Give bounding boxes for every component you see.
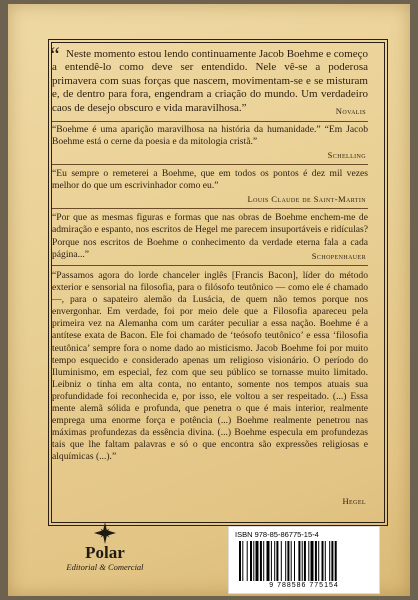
barcode-bar xyxy=(329,541,330,581)
barcode-bar xyxy=(274,541,275,581)
divider xyxy=(52,208,368,209)
barcode-bar xyxy=(302,541,303,581)
barcode-bar xyxy=(276,541,278,581)
quote-author: Novalis xyxy=(335,106,366,116)
barcode-bar xyxy=(253,541,254,581)
open-quote-mark: “ xyxy=(50,42,60,67)
quote-author: Schelling xyxy=(327,150,366,160)
quote-novalis xyxy=(50,42,368,115)
isbn-barcode xyxy=(228,526,380,594)
barcode-bar xyxy=(267,541,270,581)
barcode-bar xyxy=(291,541,292,581)
barcode-bar xyxy=(242,541,243,581)
quote-hegel xyxy=(52,270,368,464)
barcode-bar xyxy=(298,541,300,581)
divider xyxy=(52,121,368,122)
barcode-bar xyxy=(271,541,272,581)
quote-text: “Por que as mesmas figuras e formas que nas obras de Boehme enchem-me de admiração e espanto, nos escritos de Hegel me parecem insuportáveis e ridículas? Porque nos escritos de Boehme o conhecimento da verdade eterna fala a cada página...” xyxy=(52,212,368,260)
quote-schelling xyxy=(52,124,368,149)
barcode-bar xyxy=(260,541,262,581)
barcode-bar xyxy=(318,541,319,581)
isbn-digits: 9 788586 775154 xyxy=(269,582,339,589)
publisher-logo xyxy=(60,522,150,572)
quote-text: “Eu sempre o remeterei a Boehme, que em todos os pontos é dez mil vezes melhor do que um escrivinhador como eu.” xyxy=(52,168,368,192)
barcode-bar xyxy=(250,541,252,581)
quote-text: “Boehme é uma aparição maravilhosa na história da humanidade.” “Em Jacob Boehme está o cerne da poesia e da mitologia cristã.” xyxy=(52,124,368,148)
quote-text: “Passamos agora do lorde chanceler inglês [Francis Bacon], líder do método exterior e sensorial na filosofia, para o filósofo teutônico — como ele é chamado —, para o sapateiro alemão da Lusácia, de quem não temos porque nos envergonhar. Em verdade, foi por meio dele que a Filosofia apareceu pela primeira vez na Alemanha com um caráter peculiar a essa nação. Boehme é a antítese exata de Bacon. Ele foi chamado de ‘teósofo teutônico’ e essa ‘filosofia teutônica’ sempre fora o nome dado ao misticismo. Jacob Boehme foi por muito tempo esquecido e considerado apenas um religioso visionário. O período do Iluminismo, em especial, fez com que seu público se tornasse muito limitado. Leibniz o tinha em alta conta, no entanto, somente nos tempos atuais sua profundidade foi reconhecida e, por isso, ele voltou a ser respeitado. (...) Essa mente alemã sólida e profunda, que penetra o que é mais interior, realmente emprega uma enorme força e potência (...) Boehme realmente penetrou nas máximas profundezas da essência divina. (...) Boehme especula em profundezas tais que lhe faltam palavras e só o que encontra são expressões religiosas e alquímicas (...).” xyxy=(52,270,368,463)
quote-text: Neste momento estou lendo continuamente Jacob Boehme e começo a entendê-lo como deve ser entendido. Nele vê-se a poderosa primavera com suas forças que nascem, movimentam-se e se misturam e, de dentro para fora, engendram a criação do mundo. Um verdadeiro caos de desejo obscuro e vida maravilhosa.” xyxy=(52,48,368,114)
barcode-bar xyxy=(285,541,286,581)
barcode-bar xyxy=(239,541,241,581)
barcode-bar xyxy=(281,541,282,581)
quote-author: Louis Claude de Saint-Martin xyxy=(247,194,366,204)
barcode-bar xyxy=(315,541,317,581)
quote-author: Hegel xyxy=(342,496,366,506)
barcode-bar xyxy=(311,541,314,581)
barcode-bar xyxy=(331,541,333,581)
barcode-bar xyxy=(287,541,289,581)
publisher-tagline: Editorial & Comercial xyxy=(66,562,144,572)
barcode-bar xyxy=(335,541,337,581)
isbn-label: ISBN 978-85-86775-15-4 xyxy=(235,530,319,539)
barcode-bar xyxy=(256,541,259,581)
quote-author: Schopenhauer xyxy=(311,251,366,261)
quote-saint-martin xyxy=(52,168,368,193)
barcode-bars xyxy=(239,541,371,581)
barcode-bar xyxy=(247,541,248,581)
barcode-bar xyxy=(294,541,295,581)
divider xyxy=(52,265,368,266)
barcode-bar xyxy=(263,541,264,581)
barcode-bar xyxy=(308,541,309,581)
barcode-bar xyxy=(304,541,306,581)
barcode-bar xyxy=(322,541,324,581)
publisher-name: Polar xyxy=(85,543,125,562)
star-icon xyxy=(94,522,116,544)
barcode-bar xyxy=(325,541,326,581)
divider xyxy=(52,164,368,165)
